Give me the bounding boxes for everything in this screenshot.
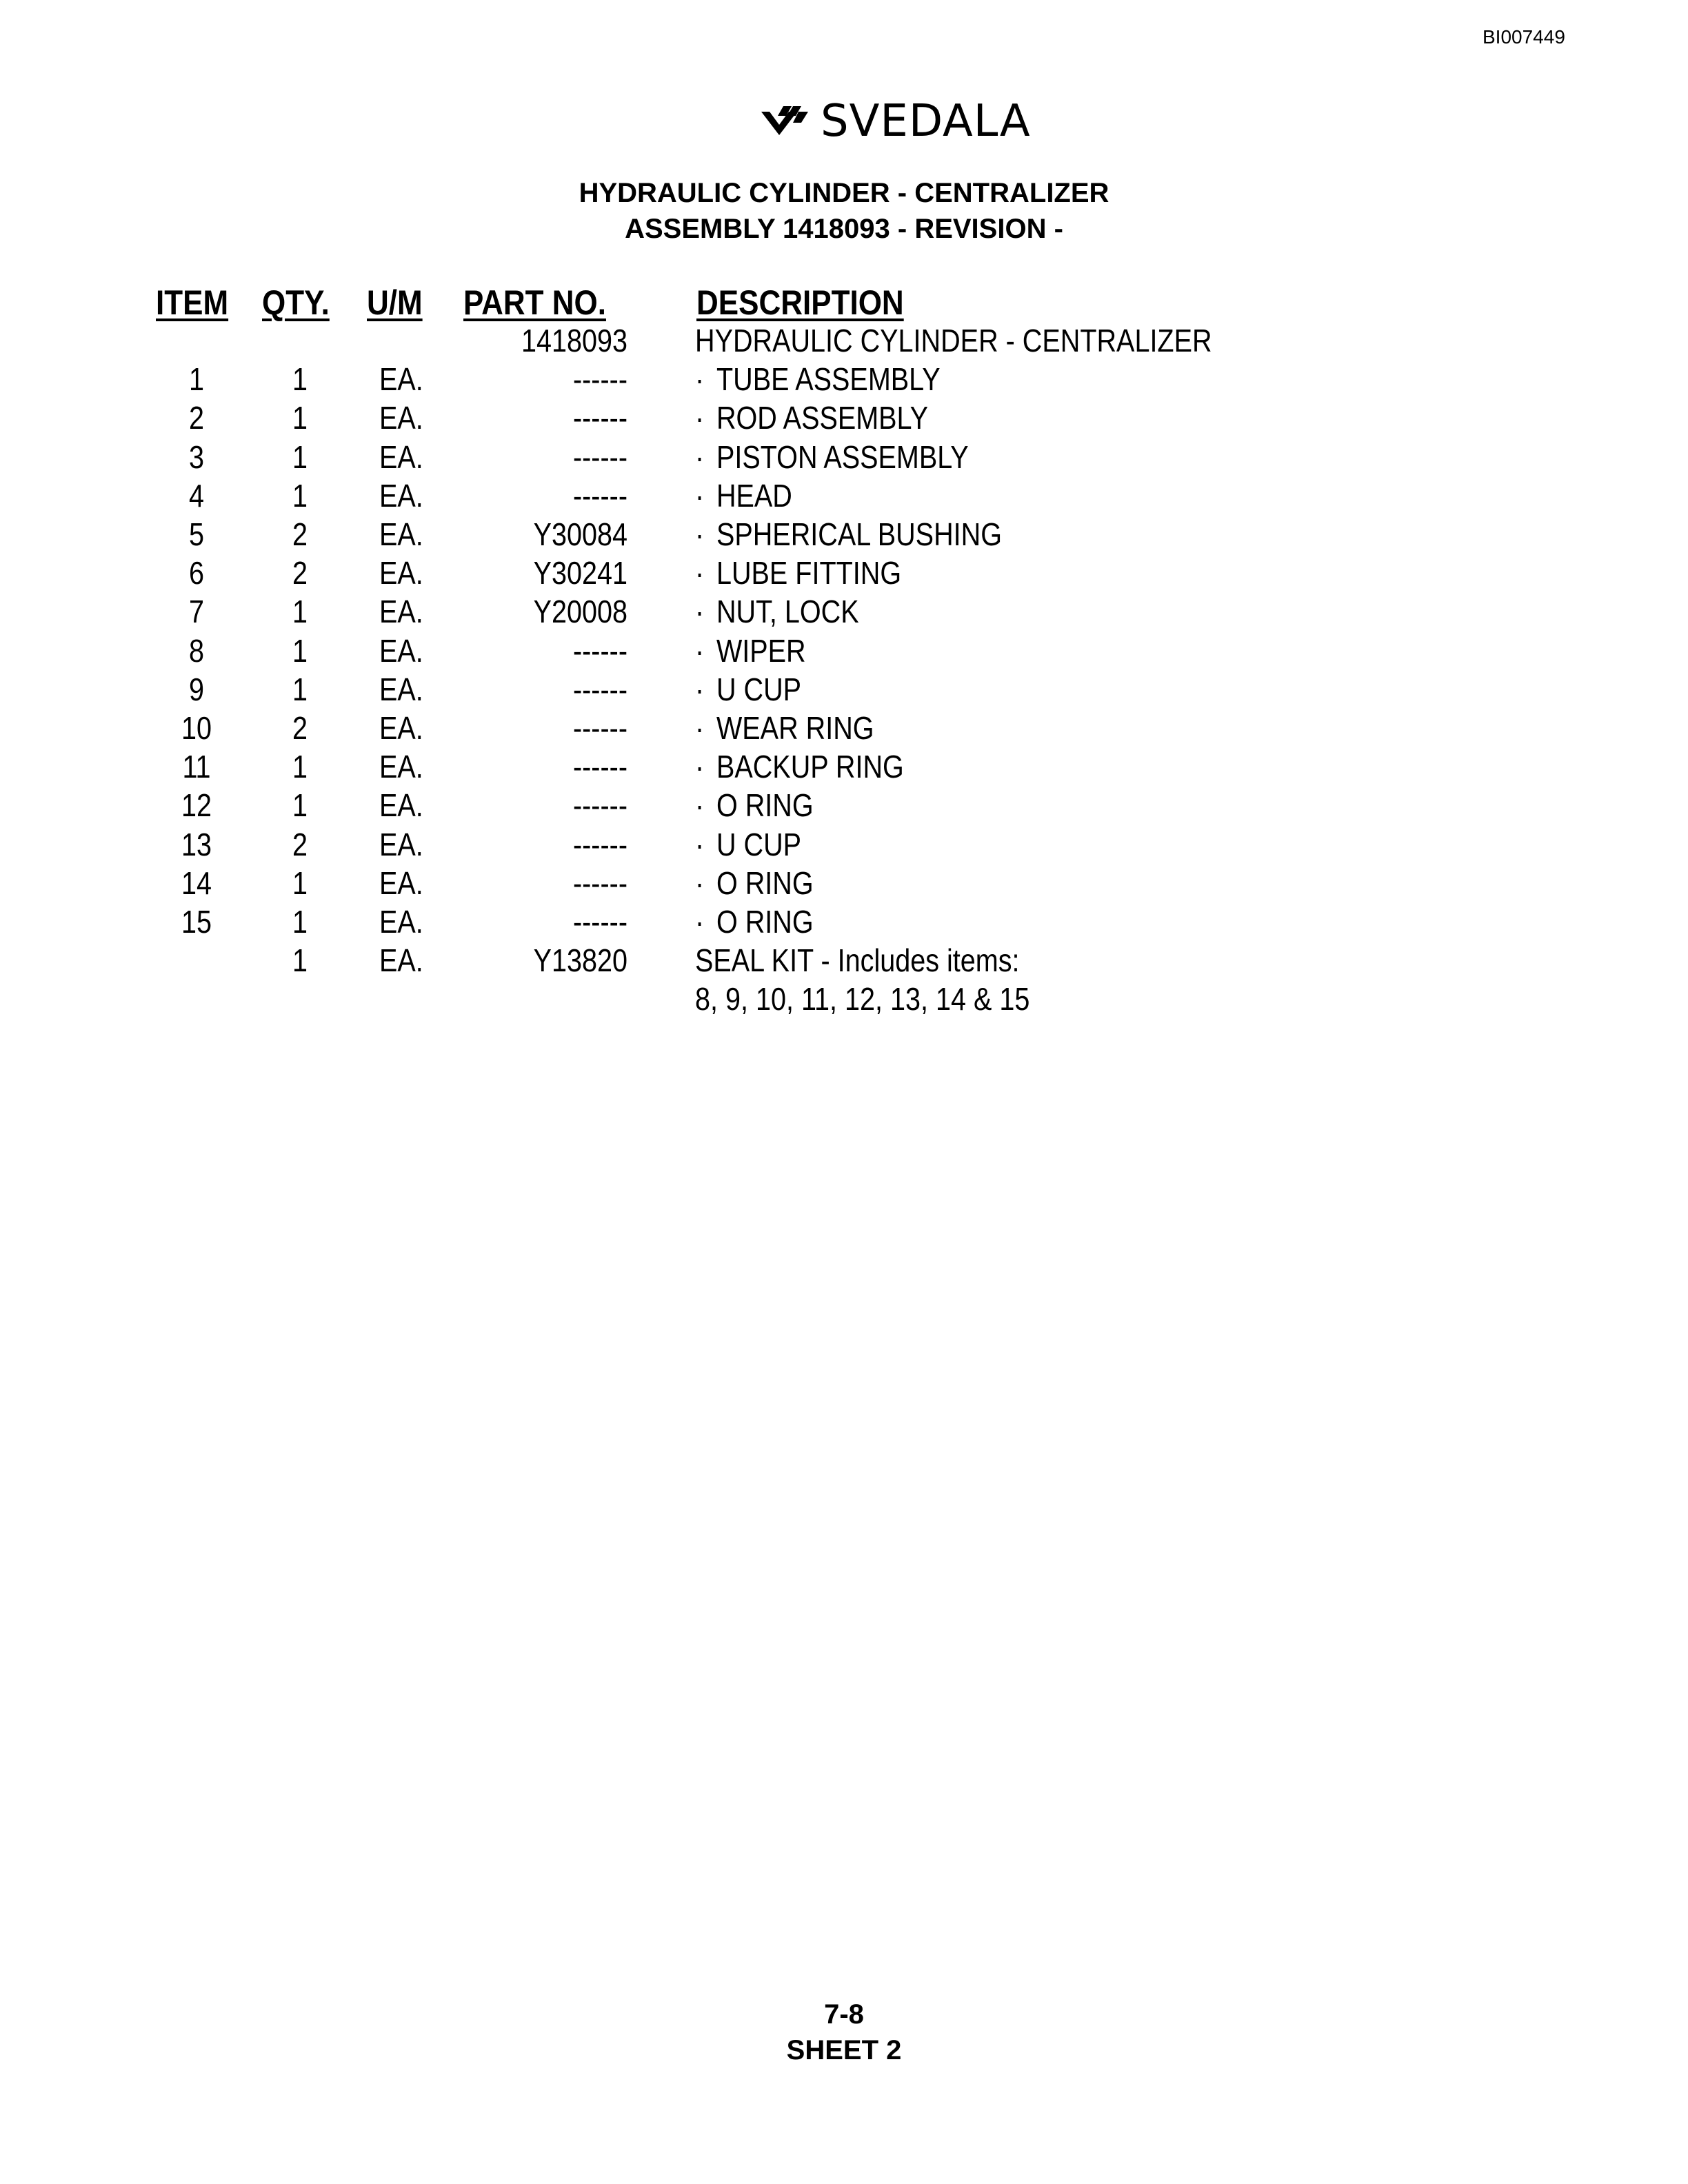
unit-of-measure: EA. <box>379 671 423 707</box>
description <box>695 747 904 786</box>
table-row <box>0 902 1688 941</box>
part-number: Y30084 <box>533 516 627 552</box>
table-row <box>0 360 1688 398</box>
unit-of-measure: EA. <box>379 904 423 940</box>
description-text: WEAR RING <box>716 710 874 746</box>
part-number: ------ <box>572 904 627 940</box>
svedala-logo-icon <box>758 102 814 141</box>
table-row <box>0 709 1688 747</box>
bullet-marker: · <box>695 438 705 475</box>
unit-of-measure: EA. <box>379 477 423 514</box>
part-number: ------ <box>572 361 627 398</box>
description <box>695 438 969 476</box>
bullet-marker: · <box>695 826 705 862</box>
description-text: U CUP <box>716 671 802 707</box>
table-row <box>0 476 1688 515</box>
quantity: 2 <box>292 826 308 862</box>
item-number: 15 <box>181 904 212 940</box>
item-number: 4 <box>188 477 205 514</box>
bullet-marker: · <box>695 400 705 436</box>
table-row <box>0 747 1688 786</box>
bullet-marker: · <box>695 555 705 592</box>
unit-of-measure: EA. <box>379 826 423 862</box>
table-row <box>0 592 1688 631</box>
unit-of-measure: EA. <box>379 787 423 824</box>
table-row <box>0 980 1688 1018</box>
description <box>695 398 928 437</box>
quantity: 2 <box>292 710 308 746</box>
table-row <box>0 515 1688 554</box>
description <box>695 360 941 398</box>
unit-of-measure: EA. <box>379 555 423 592</box>
item-number: 1 <box>188 361 205 398</box>
bullet-marker: · <box>695 865 705 901</box>
description <box>695 786 814 825</box>
quantity: 1 <box>292 594 308 630</box>
part-number: Y30241 <box>533 555 627 592</box>
description <box>695 980 1029 1018</box>
item-number: 12 <box>181 787 212 824</box>
part-number: ------ <box>572 787 627 824</box>
part-number: ------ <box>572 749 627 785</box>
description-text: SPHERICAL BUSHING <box>716 516 1002 552</box>
unit-of-measure: EA. <box>379 749 423 785</box>
description <box>695 321 1212 360</box>
part-number: ------ <box>572 400 627 436</box>
table-row <box>0 825 1688 864</box>
part-number: ------ <box>572 826 627 862</box>
part-number: 1418093 <box>521 323 627 358</box>
quantity: 1 <box>292 361 308 398</box>
unit-of-measure: EA. <box>379 632 423 669</box>
item-number: 14 <box>181 865 212 901</box>
quantity: 1 <box>292 477 308 514</box>
description <box>695 864 814 902</box>
table-row <box>0 864 1688 902</box>
description-text: U CUP <box>716 826 802 862</box>
header-item: ITEM <box>156 283 229 322</box>
item-number: 9 <box>188 671 205 707</box>
sheet-number: SHEET 2 <box>786 2035 902 2065</box>
table-row <box>0 554 1688 592</box>
description-text: SEAL KIT - Includes items: <box>695 942 1020 979</box>
part-number: Y20008 <box>533 594 627 630</box>
quantity: 1 <box>292 438 308 475</box>
item-number: 13 <box>181 826 212 862</box>
description-text: O RING <box>716 787 814 824</box>
quantity: 1 <box>292 749 308 785</box>
description <box>695 941 1020 980</box>
part-number: ------ <box>572 632 627 669</box>
unit-of-measure: EA. <box>379 400 423 436</box>
header-um: U/M <box>367 283 423 322</box>
item-number: 3 <box>188 438 205 475</box>
description <box>695 515 1002 554</box>
bullet-marker: · <box>695 361 705 398</box>
table-row <box>0 398 1688 437</box>
table-row <box>0 670 1688 709</box>
description <box>695 825 801 864</box>
description <box>695 670 801 709</box>
item-number: 2 <box>188 400 205 436</box>
quantity: 1 <box>292 904 308 940</box>
description-text: HEAD <box>716 477 792 514</box>
unit-of-measure: EA. <box>379 361 423 398</box>
bullet-marker: · <box>695 594 705 630</box>
bullet-marker: · <box>695 477 705 514</box>
bullet-marker: · <box>695 671 705 707</box>
unit-of-measure: EA. <box>379 438 423 475</box>
part-number: ------ <box>572 477 627 514</box>
item-number: 6 <box>188 555 205 592</box>
header-qty: QTY. <box>262 283 330 322</box>
header-description: DESCRIPTION <box>696 283 904 322</box>
part-number: Y13820 <box>533 942 627 979</box>
header-part-no: PART NO. <box>463 283 606 322</box>
item-number: 5 <box>188 516 205 552</box>
description-text: LUBE FITTING <box>716 555 902 592</box>
unit-of-measure: EA. <box>379 710 423 746</box>
table-row <box>0 631 1688 670</box>
item-number: 10 <box>181 710 212 746</box>
description <box>695 476 792 515</box>
quantity: 1 <box>292 787 308 824</box>
description <box>695 592 859 631</box>
table-row <box>0 321 1688 360</box>
description-text: TUBE ASSEMBLY <box>716 361 941 398</box>
unit-of-measure: EA. <box>379 865 423 901</box>
table-row <box>0 438 1688 476</box>
description-text: HYDRAULIC CYLINDER - CENTRALIZER <box>695 323 1212 358</box>
item-number: 7 <box>188 594 205 630</box>
part-number: ------ <box>572 438 627 475</box>
unit-of-measure: EA. <box>379 516 423 552</box>
bullet-marker: · <box>695 710 705 746</box>
description-text: O RING <box>716 904 814 940</box>
description-text: ROD ASSEMBLY <box>716 400 929 436</box>
description <box>695 709 874 747</box>
quantity: 1 <box>292 865 308 901</box>
page-number: 7-8 <box>824 1999 864 2030</box>
brand-logo <box>758 97 1031 146</box>
unit-of-measure: EA. <box>379 942 423 979</box>
quantity: 1 <box>292 632 308 669</box>
bullet-marker: · <box>695 749 705 785</box>
part-number: ------ <box>572 865 627 901</box>
description <box>695 902 814 941</box>
document-title: HYDRAULIC CYLINDER - CENTRALIZER <box>579 178 1109 208</box>
bullet-marker: · <box>695 787 705 824</box>
brand-name: SVEDALA <box>821 96 1031 147</box>
description-text: 8, 9, 10, 11, 12, 13, 14 & 15 <box>695 981 1030 1018</box>
description <box>695 631 806 670</box>
quantity: 1 <box>292 942 308 979</box>
description-text: PISTON ASSEMBLY <box>716 438 969 475</box>
document-id: BI007449 <box>1483 26 1565 48</box>
item-number: 8 <box>188 632 205 669</box>
unit-of-measure: EA. <box>379 594 423 630</box>
bullet-marker: · <box>695 632 705 669</box>
description-text: NUT, LOCK <box>716 594 859 630</box>
part-number: ------ <box>572 710 627 746</box>
quantity: 2 <box>292 555 308 592</box>
document-subtitle: ASSEMBLY 1418093 - REVISION - <box>625 214 1063 244</box>
quantity: 1 <box>292 400 308 436</box>
description-text: WIPER <box>716 632 806 669</box>
table-row <box>0 786 1688 825</box>
bullet-marker: · <box>695 516 705 552</box>
quantity: 1 <box>292 671 308 707</box>
description-text: O RING <box>716 865 814 901</box>
description <box>695 554 901 592</box>
quantity: 2 <box>292 516 308 552</box>
table-row <box>0 941 1688 980</box>
item-number: 11 <box>182 749 211 785</box>
part-number: ------ <box>572 671 627 707</box>
description-text: BACKUP RING <box>716 749 904 785</box>
bullet-marker: · <box>695 904 705 940</box>
